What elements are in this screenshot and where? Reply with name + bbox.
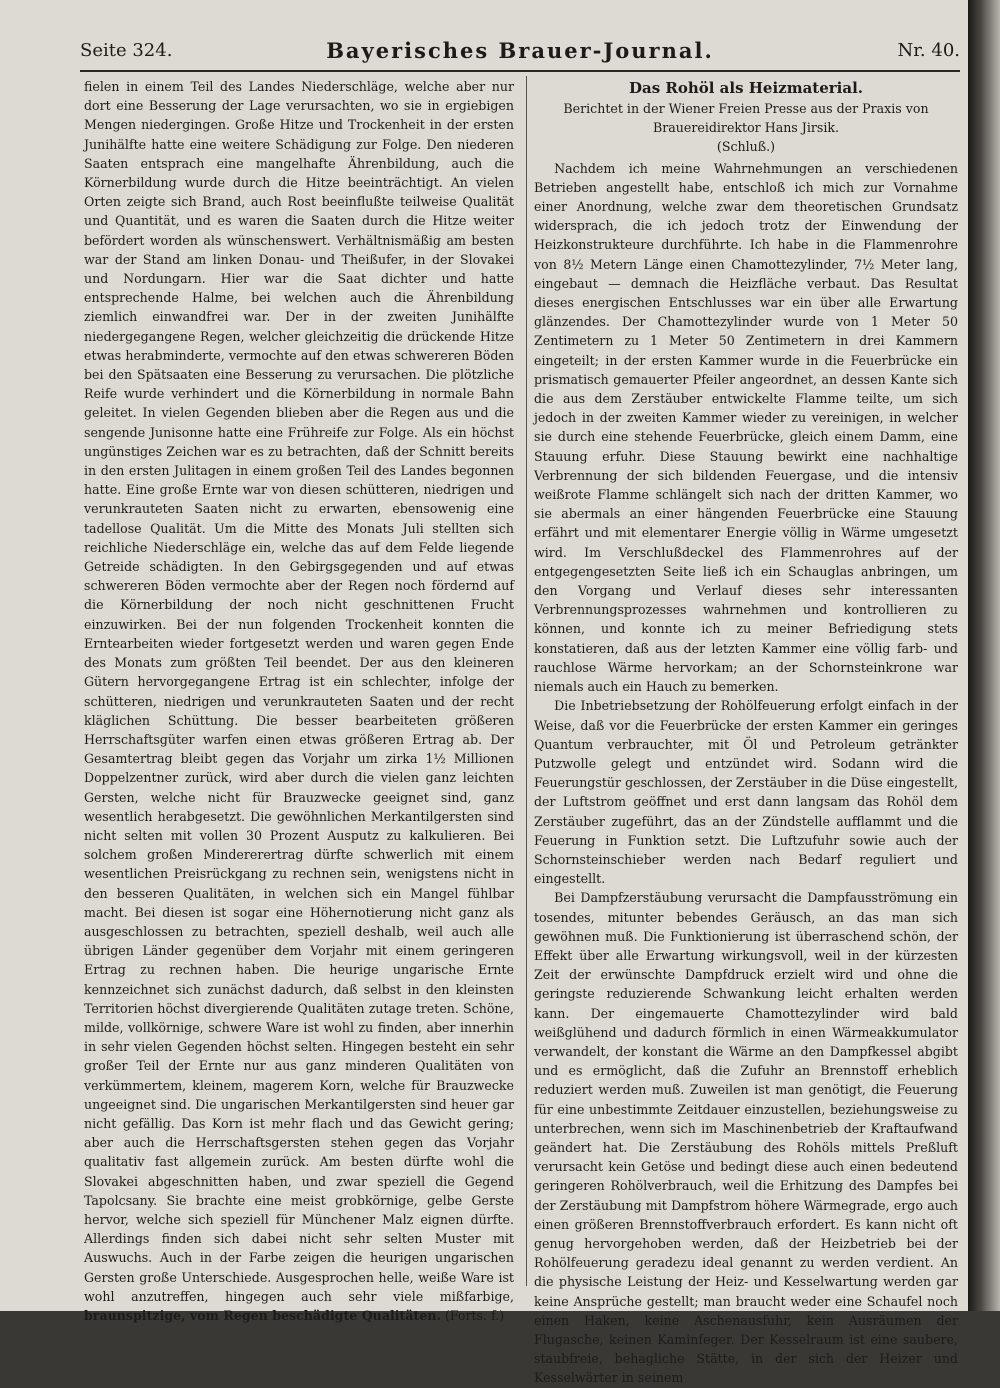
article-title: Das Rohöl als Heizmaterial. <box>628 79 864 97</box>
journal-title: Bayerisches Brauer-Journal. <box>326 38 714 63</box>
issue-number: Nr. 40. <box>897 40 960 61</box>
continued-note: (Forts. f.) <box>444 1308 505 1323</box>
article-conclusion-label: (Schluß.) <box>716 139 776 155</box>
right-column <box>534 78 958 1386</box>
page-header <box>80 40 960 66</box>
page-binding-edge <box>968 0 1000 1311</box>
left-column <box>84 77 514 1323</box>
page-number: Seite 324. <box>80 40 173 61</box>
article-paragraph: Die Inbetriebsetzung der Rohölfeuerung erfolgt einfach in der Weise, daß vor die Feuerbrücke der ersten Kammer ein geringes Quantum verbrauchter, mit Öl und Petroleum getränkter Putzwolle gelegt und entzündet wird. Sodann wird die Feuerungstür geschlossen, der Zerstäuber in die Düse eingestellt, der Luftstrom geöffnet und erst dann langsam das Rohöl dem Zerstäuber zugeführt, das an der Zündstelle aufflammt und die Feuerung in Funktion setzt. Die Luftzufuhr sowie auch der Schornsteinschieber werden nach Bedarf reguliert und eingestellt. <box>534 698 958 887</box>
continuation-text: fielen in einem Teil des Landes Niederschläge, welche aber nur dort eine Besserung der Lage verursachten, wo sie in ergiebigen Mengen niedergingen. Große Hitze und Trockenheit in der ersten Junihälfte hatte eine weitere Schädigung zur Folge. Den niederen Saaten entsprach eine mangelhafte Ährenbildung, auch die Körnerbildung wurde durch die Hitze beeinträchtigt. An vielen Orten zeigte sich Brand, auch Rost beeinflußte teilweise Qualität und Quantität, und es waren die Saaten durch die Hitze weiter befördert worden als wünschenswert. Verhältnismäßig am besten war der Stand am linken Donau- und Theißufer, in der Slovakei und Nordungarn. Hier war die Saat dichter und hatte entsprechende Halme, bei welchen auch die Ährenbildung ziemlich einwandfrei war. Der in der zweiten Junihälfte niedergegangene Regen, welcher gleichzeitig die drückende Hitze etwas herabminderte, vermochte auf den etwas schwereren Böden bei den Spätsaaten eine Besserung zu verursachen. Die plötzliche Reife wurde verhindert und die Körnerbildung in normale Bahn geleitet. In vielen Gegenden blieben aber die Regen aus und die sengende Junisonne hatte eine Frühreife zur Folge. Als ein höchst ungünstiges Zeichen war es zu betrachten, daß der Schnitt bereits in den ersten Julitagen in einem großen Teil des Landes begonnen hatte. Eine große Ernte war von diesen schütteren, niedrigen und verunkrauteten Saaten nicht zu erwarten, ebensowenig eine tadellose Qualität. Um die Mitte des Monats Juli stellten sich reichliche Niederschläge ein, welche das auf dem Felde liegende Getreide schädigten. In den Gebirgsgegenden und auf etwas schwereren Böden vermochte aber der Regen noch fördernd auf die Körnerbildung der noch nicht geschnittenen Frucht einzuwirken. Bei der nun folgenden Trockenheit konnten die Erntearbeiten wieder fortgesetzt werden und waren gegen Ende des Monats zum größten Teil beendet. Der aus den kleineren Gütern hervorgegangene Ertrag ist ein schlechter, infolge der schütteren, niedrigen und verunkrauteten Saaten und der recht kläglichen Schüttung. Die besser bearbeiteten größeren Herrschaftsgüter warfen einen etwas größeren Ertrag ab. Der Gesamtertrag bleibt gegen das Vorjahr um zirka 1½ Millionen Doppelzentner zurück, wird aber durch die vielen ganz leichten Gersten, welche nicht für Brauzwecke geeignet sind, ganz wesentlich herabgesetzt. Die gewöhnlichen Merkantilgersten sind nicht selten mit vollen 30 Prozent Ausputz zu kalkulieren. Bei solchem großen Mindererertrag dürfte schwerlich mit einem wesentlichen Preisrückgang zu rechnen sein, wenigstens nicht in den besseren Qualitäten, in welchen sich ein Mangel fühlbar macht. Bei diesen ist sogar eine Höhernotierung nicht ganz als ausgeschlossen zu betrachten, speziell deshalb, weil auch alle übrigen Länder gegenüber dem Vorjahr mit einem geringeren Ertrag zu rechnen haben. Die heurige ungarische Ernte kennzeichnet sich zunächst dadurch, daß selbst in den kleinsten Territorien höchst divergierende Qualitäten zutage treten. Schöne, milde, vollkörnige, schwere Ware ist wohl zu finden, aber innerhin in sehr vielen Gegenden höchst selten. Hingegen besteht ein sehr großer Teil der Ernte nur aus ganz minderen Qualitäten von verkümmertem, kleinem, magerem Korn, welche für Brauzwecke ungeeignet sind. Die ungarischen Merkantilgersten sind heuer gar nicht gefällig. Das Korn ist mehr flach und das Gewicht gering; aber auch die Herrschaftsgersten stehen gegen das Vorjahr qualitativ fast allgemein zurück. Am besten dürfte wohl die Slovakei abgeschnitten haben, und zwar speziell die Gegend Tapolcsany. Sie brachte eine meist grobkörnige, gelbe Gerste hervor, welche sich speziell für Münchener Malz eignen dürfte. Allerdings finden sich dabei nicht sehr selten Muster mit Auswuchs. Auch in der Farbe zeigen die heurigen ungarischen Gersten große Unterschiede. Ausgesprochen helle, weiße Ware ist wohl anzutreffen, hingegen auch sehr viele mißfarbige, <box>84 79 514 1304</box>
header-rule <box>80 70 960 72</box>
article-byline: Berichtet in der Wiener Freien Presse aus der Praxis von Brauereidirektor Hans Jirsik. <box>563 101 929 136</box>
continuation-bold-text: braunspitzige, vom Regen beschädigte Qualitäten. <box>84 1308 441 1323</box>
article-paragraph: Nachdem ich meine Wahrnehmungen an verschiedenen Betrieben angestellt habe, entschloß ich mich zur Vornahme einer Anordnung, welche zwar dem theoretischen Grundsatz widersprach, die ich jedoch trotz der Einwendung der Heizkonstrukteure durchführte. Ich habe in die Flammenrohre von 8½ Metern Länge einen Chamottezylinder, 7½ Meter lang, eingebaut — demnach die Heizfläche verbaut. Das Resultat dieses energischen Entschlusses war ein über alle Erwartung glänzendes. Der Chamottezylinder wurde von 1 Meter 50 Zentimetern zu 1 Meter 50 Zentimetern in drei Kammern eingeteilt; in der ersten Kammer wurde in die Feuerbrücke ein prismatisch gemauerter Pfeiler angeordnet, an dessen Kante sich die aus dem Zerstäuber entwickelte Flamme teilte, um sich jedoch in der zweiten Kammer wieder zu vereinigen, in welcher sie durch eine stehende Feuerbrücke, gleich einem Damm, eine Stauung erfuhr. Diese Stauung bewirkt eine nachhaltige Verbrennung der sich bildenden Feuergase, und die intensiv weißrote Flamme schlängelt sich nach der dritten Kammer, wo sie abermals an einer hängenden Feuerbrücke eine Stauung erfährt und mit elementarer Energie völlig in Wärme umgesetzt wird. Im Verschlußdeckel des Flammenrohres auf der entgegengesetzten Seite ließ ich ein Schauglas anbringen, um den Vorgang und Verlauf dieses sehr interessanten Verbrennungsprozesses wahrnehmen und kontrollieren zu können, und konnte ich zu meiner Befriedigung stets konstatieren, daß aus der letzten Kammer eine völlig farb- und rauchlose Wärme hervorkam; an der Schornsteinkrone war niemals auch ein Hauch zu bemerken. <box>534 160 958 695</box>
article-paragraph: Bei Dampfzerstäubung verursacht die Dampfausströmung ein tosendes, mitunter bebendes Geräusch, an das man sich gewöhnen muß. Die Funktionierung ist überraschend schön, der Effekt über alle Erwartung wirkungsvoll, weil in der kürzesten Zeit der erwünschte Dampfdruck erzielt wird und ohne die geringste reduzierende Schwankung leicht erhalten werden kann. Der eingemauerte Chamottezylinder wird bald weißglühend und dadurch förmlich in einen Wärmeakkumulator verwandelt, der konstant die Wärme an den Dampfkessel abgibt und es ermöglicht, daß die Zufuhr an Brennstoff erheblich reduziert werden muß. Zuweilen ist man genötigt, die Feuerung für eine unbestimmte Zeitdauer einzustellen, beziehungsweise zu unterbrechen, wenn sich im Maschinenbetrieb der Kraftaufwand geändert hat. Die Zerstäubung des Rohöls mittels Preßluft verursacht kein Getöse und bedingt diese auch einen bedeutend geringeren Rohölverbrauch, weil die Erhitzung des Dampfes bei der Zerstäubung mit Dampfstrom höhere Wärmegrade, ergo auch einen größeren Brennstoffverbrauch erfordert. Es kann nicht oft genug hervorgehoben werden, daß der Heizbetrieb bei der Rohölfeuerung geradezu ideal genannt zu werden verdient. An die physische Leistung der Heiz- und Kesselwartung werden gar keine Ansprüche gestellt; man braucht weder eine Schaufel noch einen Haken, keine Aschenausfuhr, kein Ausräumen der Flugasche, keinen Kaminfeger. Der Kesselraum ist eine saubere, staubfreie, behagliche Stätte, in der sich der Heizer und Kesselwärter in seinem <box>534 890 958 1386</box>
column-divider <box>526 76 527 1286</box>
article-continuation <box>84 77 514 1325</box>
